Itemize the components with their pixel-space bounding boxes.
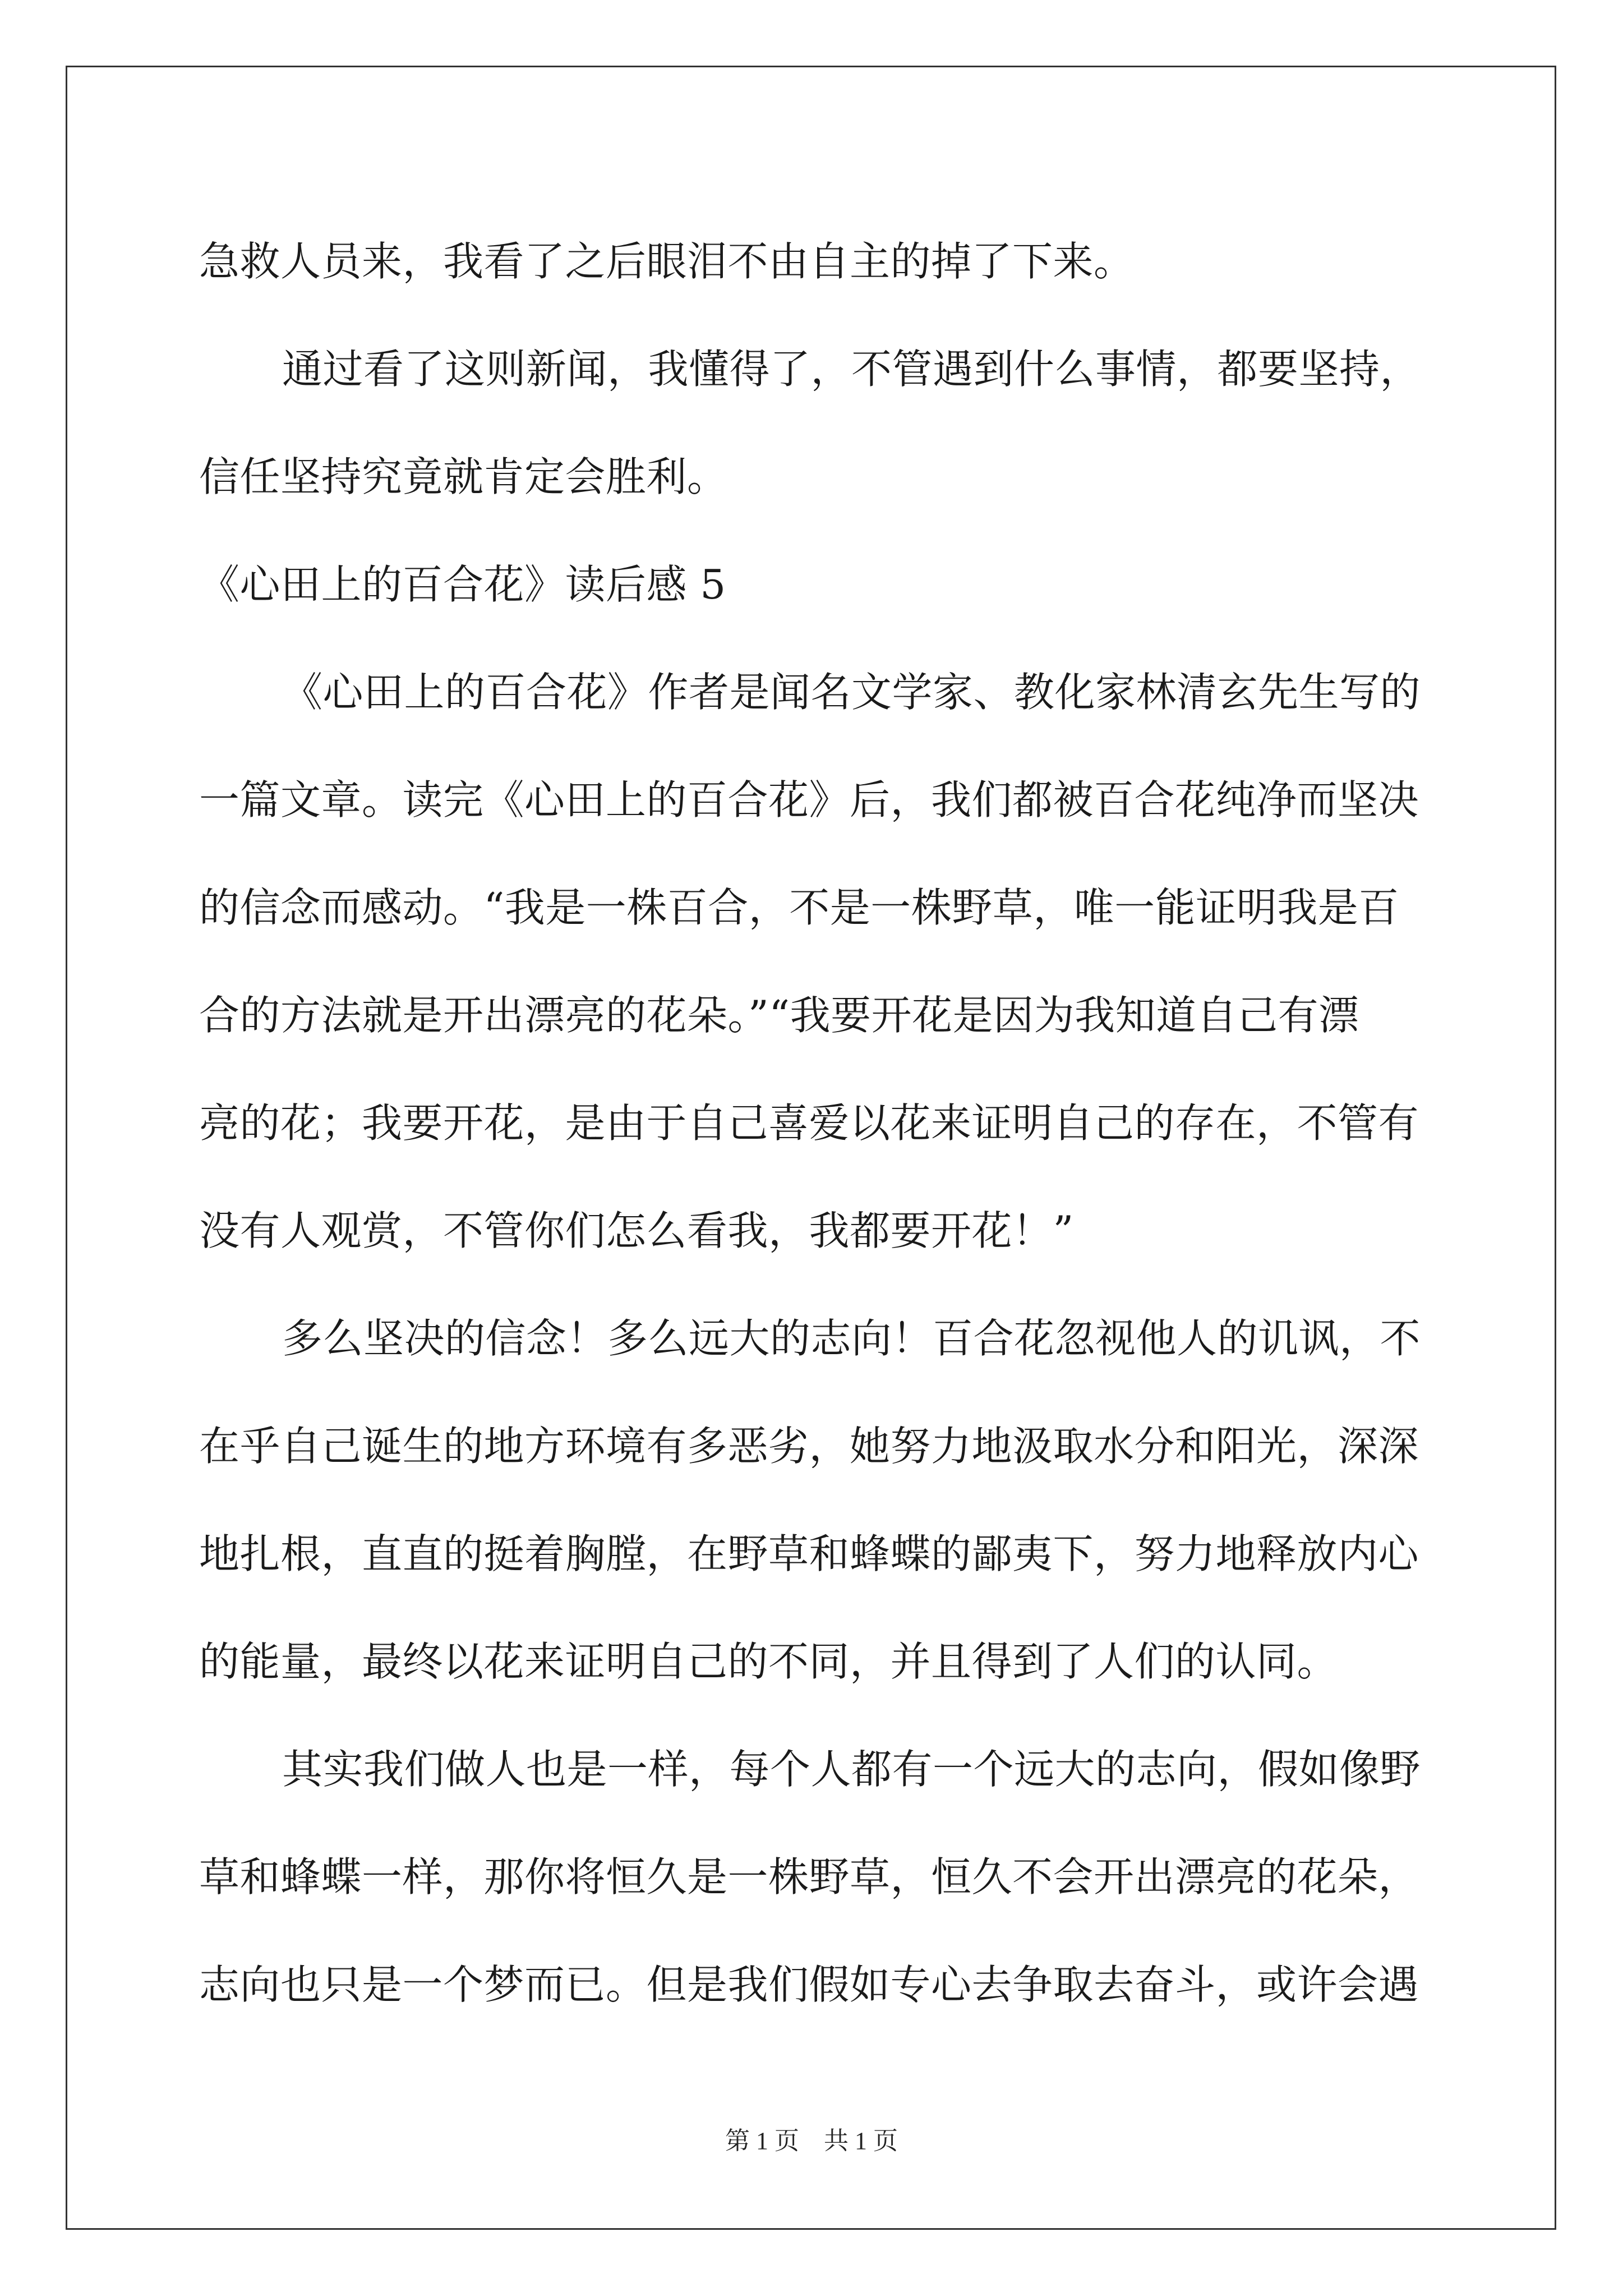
text-line: 草和蜂蝶一样，那你将恒久是一株野草，恒久不会开出漂亮的花朵，: [199, 1853, 1419, 1901]
text-line: 急救人员来，我看了之后眼泪不由自主的掉了下来。: [199, 238, 1135, 285]
text-line: 亮的花；我要开花，是由于自己喜爱以花来证明自己的存在，不管有: [199, 1099, 1419, 1147]
text-line: 一篇文章。读完《心田上的百合花》后，我们都被百合花纯净而坚决: [199, 776, 1419, 823]
text-line: 多么坚决的信念！多么远大的志向！百合花忽视他人的讥讽，不: [282, 1315, 1421, 1362]
text-line: 没有人观赏，不管你们怎么看我，我都要开花！”: [199, 1207, 1074, 1254]
document-body: [199, 208, 1427, 2039]
text-line: 的能量，最终以花来证明自己的不同，并且得到了人们的认同。: [199, 1638, 1338, 1685]
text-line: 其实我们做人也是一样，每个人都有一个远大的志向，假如像野: [282, 1746, 1421, 1793]
text-line: 地扎根，直直的挺着胸膛，在野草和蜂蝶的鄙夷下，努力地释放内心: [199, 1530, 1419, 1577]
text-line: 通过看了这则新闻，我懂得了，不管遇到什么事情，都要坚持，: [282, 346, 1421, 393]
text-line: 的信念而感动。“我是一株百合，不是一株野草，唯一能证明我是百: [199, 884, 1399, 931]
text-line: 志向也只是一个梦而已。但是我们假如专心去争取去奋斗，或许会遇: [199, 1961, 1419, 2008]
text-line: 合的方法就是开出漂亮的花朵。”“我要开花是因为我知道自己有漂: [199, 992, 1359, 1039]
text-line: 在乎自己诞生的地方环境有多恶劣，她努力地汲取水分和阳光，深深: [199, 1423, 1419, 1470]
page-number-footer: 第 1 页 共 1 页: [725, 2127, 898, 2155]
text-line: 《心田上的百合花》作者是闻名文学家、教化家林清玄先生写的: [282, 669, 1421, 716]
section-heading: 《心田上的百合花》读后感 5: [199, 561, 726, 608]
text-line: 信任坚持究竟就肯定会胜利。: [199, 453, 728, 500]
